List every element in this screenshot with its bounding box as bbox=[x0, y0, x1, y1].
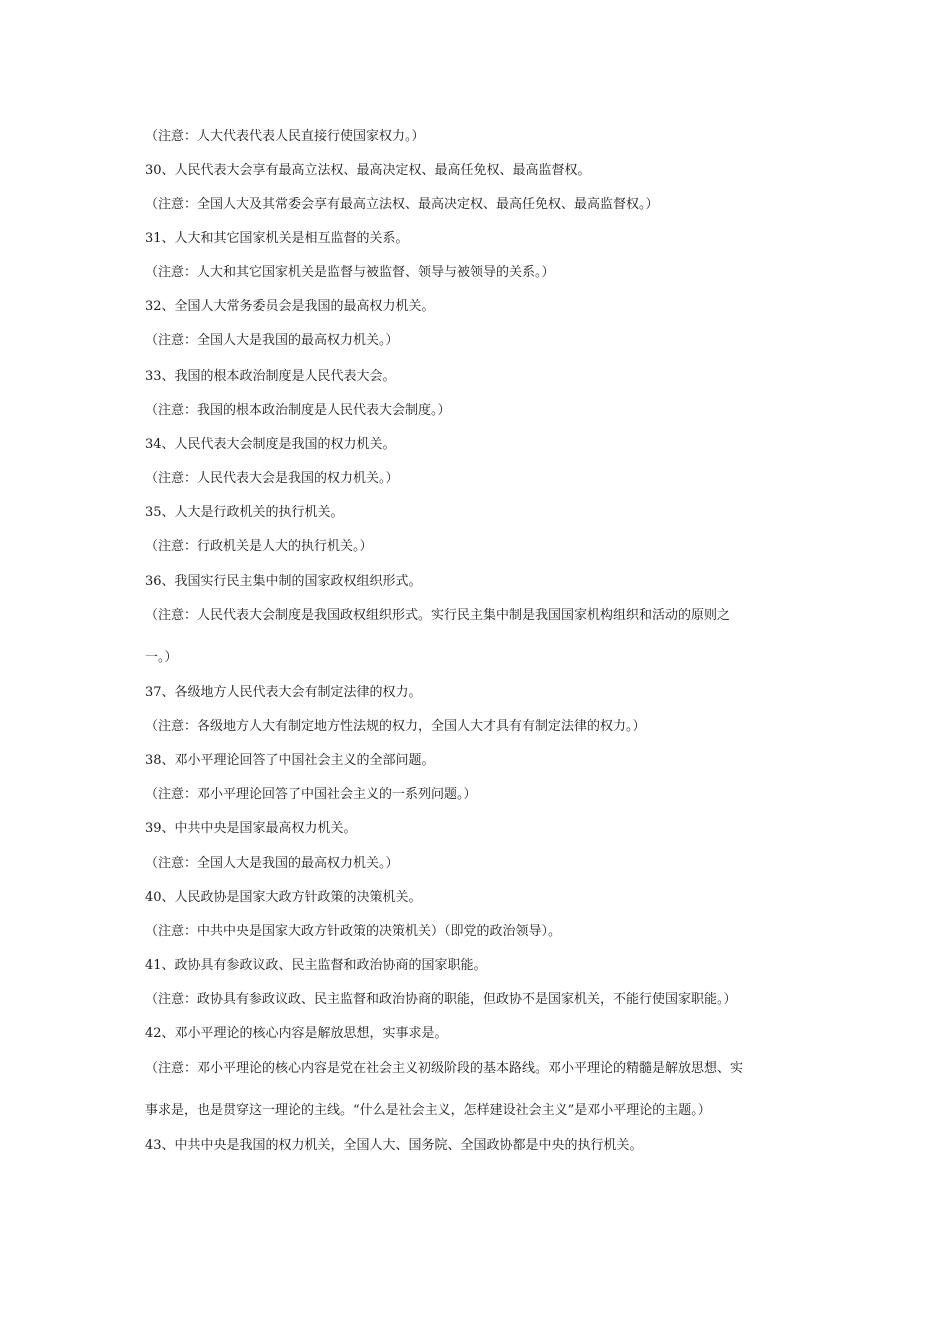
text-line: （注意：全国人大及其常委会享有最高立法权、最高决定权、最高任免权、最高监督权。） bbox=[145, 197, 659, 212]
text-line: （注意：人大和其它国家机关是监督与被监督、领导与被领导的关系。） bbox=[145, 265, 555, 280]
text-line: 一。） bbox=[145, 650, 178, 665]
text-line: （注意：中共中央是国家大政方针政策的决策机关）（即党的政治领导）。 bbox=[145, 924, 562, 939]
text-line: 38、邓小平理论回答了中国社会主义的全部问题。 bbox=[145, 753, 435, 768]
text-line: 36、我国实行民主集中制的国家政权组织形式。 bbox=[145, 574, 422, 589]
text-line: 31、人大和其它国家机关是相互监督的关系。 bbox=[145, 231, 409, 246]
text-line: （注意：人大代表代表人民直接行使国家权力。） bbox=[145, 129, 425, 144]
text-line: （注意：人民代表大会制度是我国政权组织形式。实行民主集中制是我国国家机构组织和活动的原则之 bbox=[145, 608, 731, 623]
text-line: 33、我国的根本政治制度是人民代表大会。 bbox=[145, 369, 396, 384]
text-line: （注意：行政机关是人大的执行机关。） bbox=[145, 539, 373, 554]
text-line: 40、人民政协是国家大政方针政策的决策机关。 bbox=[145, 890, 422, 905]
text-line: 39、中共中央是国家最高权力机关。 bbox=[145, 821, 357, 836]
text-line: （注意：邓小平理论回答了中国社会主义的一系列问题。） bbox=[145, 787, 477, 802]
text-line: （注意：人民代表大会是我国的权力机关。） bbox=[145, 471, 399, 486]
text-line: （注意：全国人大是我国的最高权力机关。） bbox=[145, 856, 399, 871]
text-line: 事求是，也是贯穿这一理论的主线。“什么是社会主义，怎样建设社会主义”是邓小平理论的主题。） bbox=[145, 1103, 711, 1118]
text-line: 32、全国人大常务委员会是我国的最高权力机关。 bbox=[145, 299, 435, 314]
text-line: （注意：各级地方人大有制定地方性法规的权力，全国人大才具有有制定法律的权力。） bbox=[145, 719, 646, 734]
text-line: （注意：我国的根本政治制度是人民代表大会制度。） bbox=[145, 403, 451, 418]
text-line: 34、人民代表大会制度是我国的权力机关。 bbox=[145, 437, 396, 452]
text-line: 43、中共中央是我国的权力机关，全国人大、国务院、全国政协都是中央的执行机关。 bbox=[145, 1138, 643, 1153]
text-line: 30、人民代表大会享有最高立法权、最高决定权、最高任免权、最高监督权。 bbox=[145, 163, 591, 178]
text-line: 41、政协具有参政议政、民主监督和政治协商的国家职能。 bbox=[145, 958, 487, 973]
text-line: 37、各级地方人民代表大会有制定法律的权力。 bbox=[145, 685, 422, 700]
text-line: （注意：政协具有参政议政、民主监督和政治协商的职能，但政协不是国家机关，不能行使国家职能。） bbox=[145, 992, 737, 1007]
text-line: （注意：邓小平理论的核心内容是党在社会主义初级阶段的基本路线。邓小平理论的精髓是解放思想、实 bbox=[145, 1061, 744, 1076]
text-line: （注意：全国人大是我国的最高权力机关。） bbox=[145, 333, 399, 348]
text-line: 42、邓小平理论的核心内容是解放思想，实事求是。 bbox=[145, 1026, 448, 1041]
text-line: 35、人大是行政机关的执行机关。 bbox=[145, 505, 344, 520]
